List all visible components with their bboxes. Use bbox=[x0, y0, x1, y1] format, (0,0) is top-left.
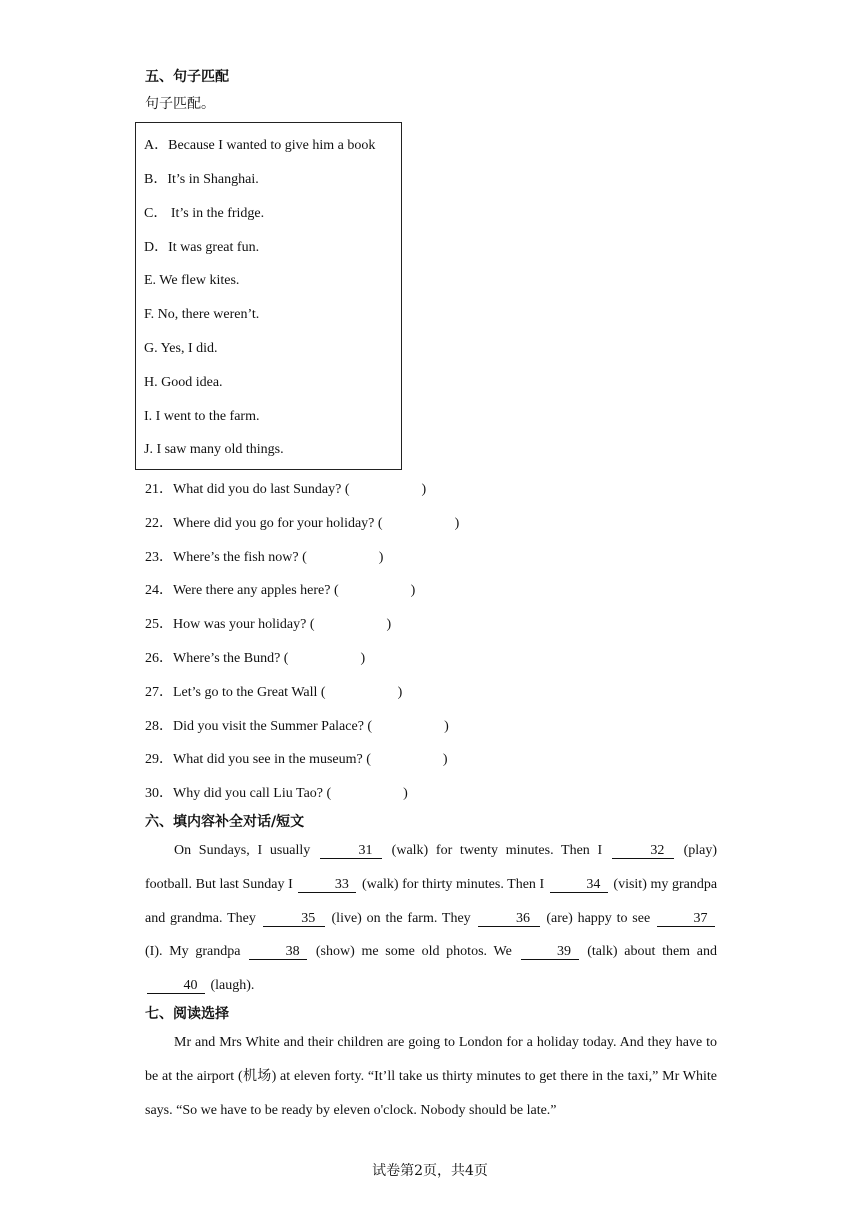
page-footer: 试卷第2页，共4页 bbox=[372, 1163, 488, 1179]
question-text: 22．Where did you go for your holiday? ( bbox=[145, 516, 383, 531]
question-close: ) bbox=[378, 550, 384, 565]
question-text: 30．Why did you call Liu Tao? ( bbox=[145, 786, 332, 801]
blank-34[interactable]: 34 bbox=[550, 877, 608, 893]
option-i: I. I went to the farm. bbox=[144, 409, 260, 424]
question-30 bbox=[145, 785, 408, 803]
question-28 bbox=[145, 718, 449, 736]
blank-32[interactable]: 32 bbox=[612, 843, 674, 859]
section-5-instruction: 句子匹配。 bbox=[145, 96, 215, 112]
question-close: ) bbox=[442, 752, 448, 767]
blank-35[interactable]: 35 bbox=[263, 911, 325, 927]
question-text: 25．How was your holiday? ( bbox=[145, 617, 315, 632]
cloze-passage bbox=[145, 834, 717, 1003]
question-text: 29．What did you see in the museum? ( bbox=[145, 752, 371, 767]
question-25 bbox=[145, 616, 391, 634]
blank-39[interactable]: 39 bbox=[521, 944, 579, 960]
question-26 bbox=[145, 650, 365, 668]
passage-text: (walk) for thirty minutes. Then I bbox=[362, 876, 545, 892]
passage-text: (show) me some old photos. We bbox=[315, 944, 512, 960]
question-24 bbox=[145, 582, 415, 600]
passage-text: (are) happy to see bbox=[546, 910, 651, 926]
question-text: 21．What did you do last Sunday? ( bbox=[145, 482, 350, 497]
question-29 bbox=[145, 751, 448, 769]
passage-text: (talk) about them and bbox=[587, 944, 718, 960]
option-h: H. Good idea. bbox=[144, 375, 223, 390]
option-f: F. No, there weren’t. bbox=[144, 307, 260, 322]
blank-31[interactable]: 31 bbox=[320, 843, 382, 859]
passage-text: (play) football. But last Sunday I bbox=[145, 843, 717, 892]
question-text: 28．Did you visit the Summer Palace? ( bbox=[145, 719, 373, 734]
reading-passage-text: Mr and Mrs White and their children are going to London for a holiday today. And they have to be at the airport (机场) at eleven forty. “It’ll take us thirty minutes to get there in the taxi,” Mr White says. “So we have to be ready by eleven o'clock. Nobody should be late.” bbox=[145, 1035, 717, 1118]
passage-text: (I). My grandpa bbox=[145, 944, 241, 960]
section-7-title: 七、阅读选择 bbox=[145, 1006, 229, 1022]
question-22 bbox=[145, 515, 459, 533]
question-close: ) bbox=[421, 482, 427, 497]
option-e: E. We flew kites. bbox=[144, 273, 240, 288]
question-close: ) bbox=[386, 617, 392, 632]
section-5-title: 五、句子匹配 bbox=[145, 69, 229, 85]
question-close: ) bbox=[360, 651, 366, 666]
question-23 bbox=[145, 549, 383, 567]
blank-37[interactable]: 37 bbox=[657, 911, 715, 927]
option-b: B．It’s in Shanghai. bbox=[144, 172, 259, 187]
option-a: A．Because I wanted to give him a book bbox=[144, 138, 376, 153]
reading-passage bbox=[145, 1026, 717, 1127]
passage-text: (laugh). bbox=[210, 978, 255, 994]
question-text: 26．Where’s the Bund? ( bbox=[145, 651, 289, 666]
option-j: J. I saw many old things. bbox=[144, 442, 284, 457]
question-close: ) bbox=[403, 786, 408, 801]
options-box bbox=[135, 122, 402, 470]
blank-33[interactable]: 33 bbox=[298, 877, 356, 893]
question-text: 24．Were there any apples here? ( bbox=[145, 583, 339, 598]
blank-40[interactable]: 40 bbox=[147, 978, 205, 994]
option-g: G. Yes, I did. bbox=[144, 341, 218, 356]
question-close: ) bbox=[397, 685, 403, 700]
option-d: D．It was great fun. bbox=[144, 240, 260, 255]
question-21 bbox=[145, 481, 426, 499]
question-close: ) bbox=[444, 719, 449, 734]
blank-38[interactable]: 38 bbox=[249, 944, 307, 960]
passage-text: On Sundays, I usually bbox=[174, 843, 311, 858]
question-27 bbox=[145, 684, 402, 702]
option-c: C． It’s in the fridge. bbox=[144, 206, 265, 221]
passage-text: (visit) my grandpa and grandma. They bbox=[145, 876, 718, 926]
section-6-title: 六、填内容补全对话/短文 bbox=[145, 814, 305, 830]
question-close: ) bbox=[410, 583, 416, 598]
question-close: ) bbox=[454, 516, 460, 531]
blank-36[interactable]: 36 bbox=[478, 911, 540, 927]
passage-text: (live) on the farm. They bbox=[331, 910, 471, 926]
question-text: 27．Let’s go to the Great Wall ( bbox=[145, 685, 326, 700]
passage-text: (walk) for twenty minutes. Then I bbox=[391, 843, 603, 858]
question-text: 23．Where’s the fish now? ( bbox=[145, 550, 307, 565]
